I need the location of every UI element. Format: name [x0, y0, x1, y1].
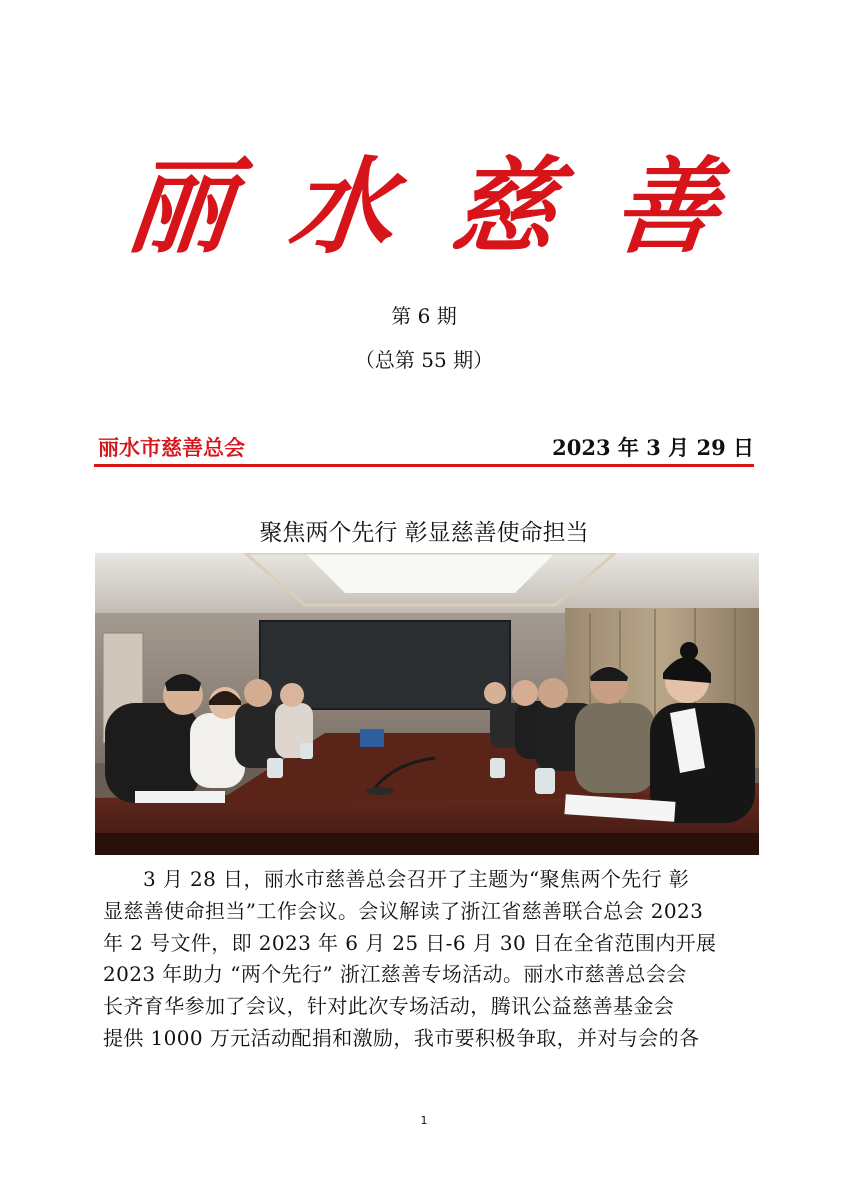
masthead-char-1: 丽: [121, 145, 239, 268]
header-divider: [94, 464, 754, 467]
page-number: 1: [420, 1114, 428, 1127]
body-line: 2023 年助力 “两个先行” 浙江慈善专场活动。丽水市慈善总会会: [103, 962, 687, 987]
publish-date: 2023 年 3 月 29 日: [552, 435, 754, 460]
issue-number: 第 6 期: [391, 304, 457, 328]
organization-name: 丽水市慈善总会: [98, 435, 245, 460]
masthead-char-2: 水: [283, 145, 401, 268]
masthead-char-4: 善: [607, 145, 725, 268]
masthead-calligraphy: [0, 128, 848, 268]
body-line: 提供 1000 万元活动配捐和激励，我市要积极争取，并对与会的各: [103, 1025, 700, 1050]
meeting-photo: [95, 553, 759, 855]
body-line: 显慈善使命担当”工作会议。会议解读了浙江省慈善联合总会 2023: [103, 898, 704, 923]
body-line: 长齐育华参加了会议，针对此次专场活动，腾讯公益慈善基金会: [103, 994, 675, 1019]
issue-total: （总第 55 期）: [354, 348, 494, 372]
header-row: [98, 432, 754, 462]
masthead-char-3: 慈: [445, 145, 563, 268]
body-line: 3 月 28 日，丽水市慈善总会召开了主题为“聚焦两个先行 彰: [143, 867, 690, 891]
article-title: 聚焦两个先行 彰显慈善使命担当: [259, 520, 589, 546]
article-body: [103, 864, 747, 1055]
body-line: 年 2 号文件，即 2023 年 6 月 25 日-6 月 30 日在全省范围内开展: [103, 930, 717, 955]
